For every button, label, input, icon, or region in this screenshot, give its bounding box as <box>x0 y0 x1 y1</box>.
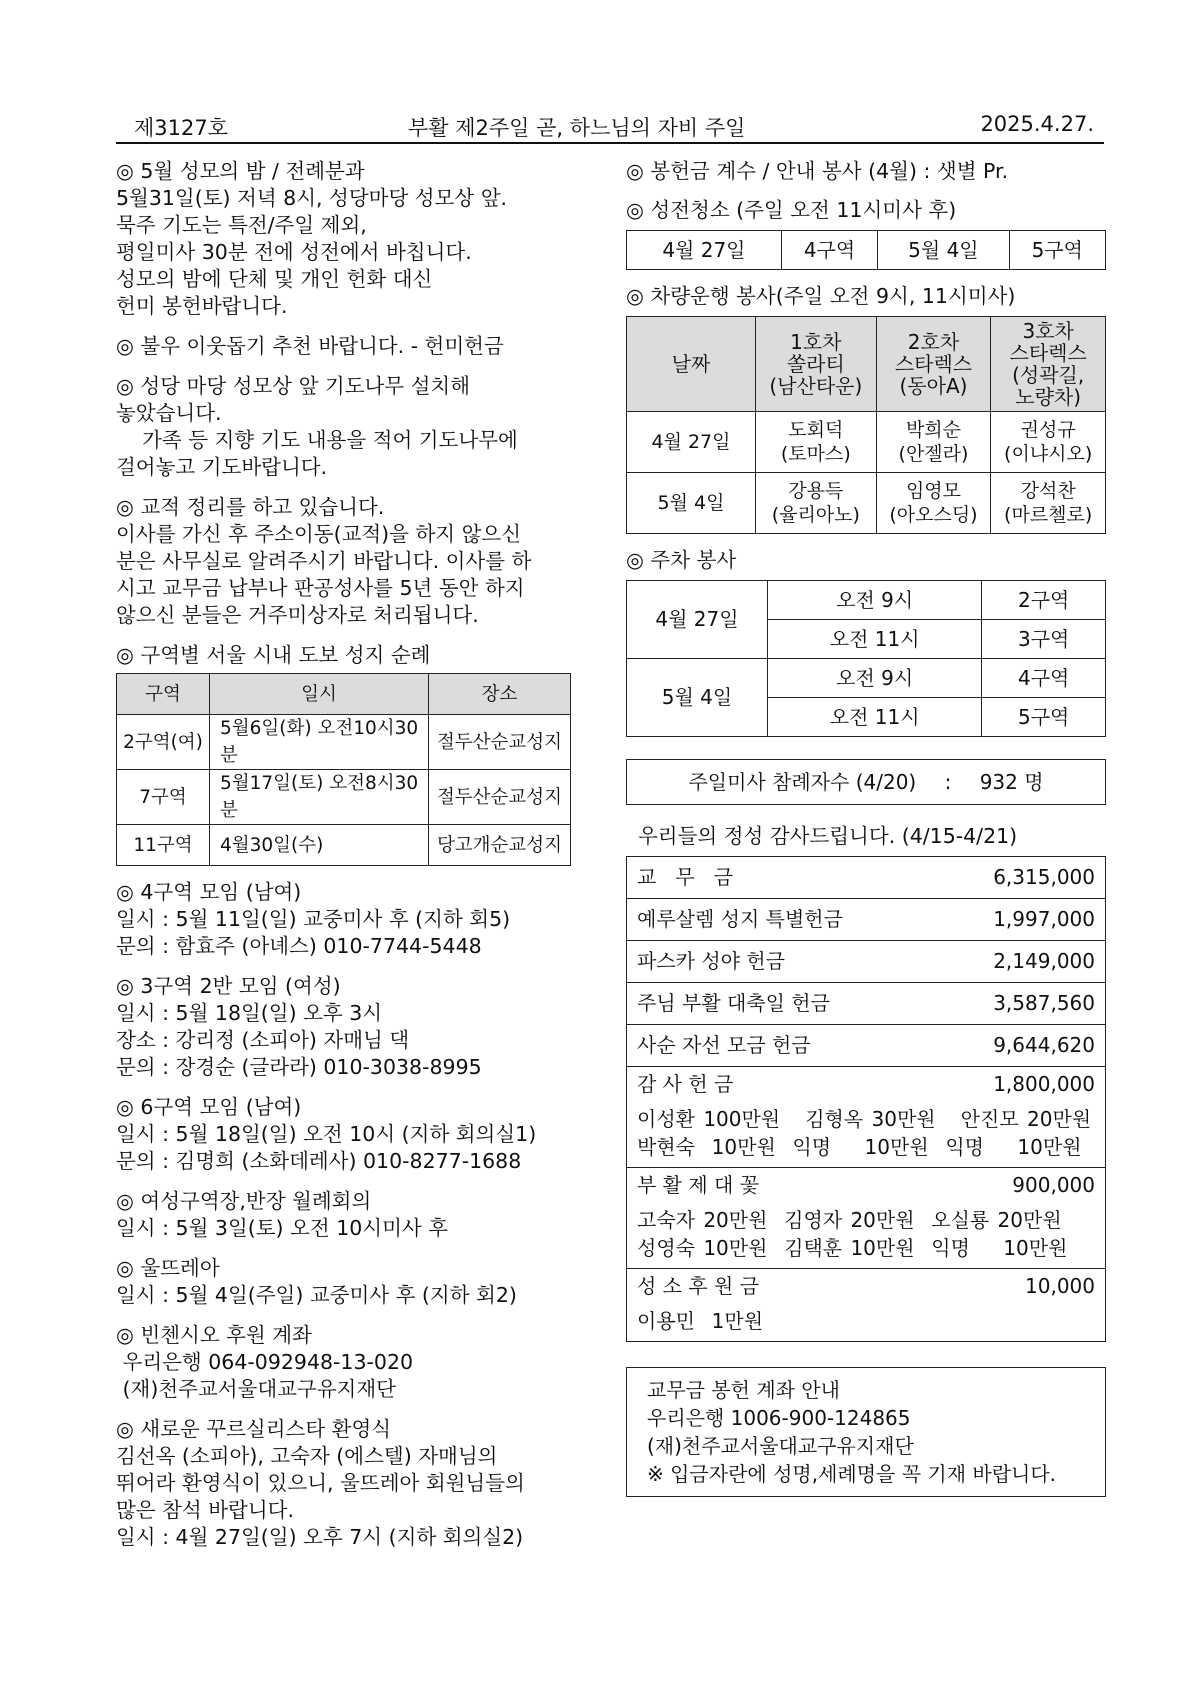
car-table <box>626 316 1106 534</box>
offering-counting <box>626 158 1106 185</box>
donation-row <box>627 899 1105 941</box>
table-row <box>627 412 1106 473</box>
attendance-value: 932 명 <box>979 770 1044 794</box>
donor-names <box>637 1202 1095 1268</box>
text-line: 우리은행 064-092948-13-020 <box>116 1350 414 1374</box>
thanks-title: 우리들의 정성 감사드립니다. (4/15-4/21) <box>638 824 1018 848</box>
donation-row <box>627 983 1105 1025</box>
text-line: 분은 사무실로 알려주시기 바랍니다. 이사를 하 <box>116 549 532 573</box>
table-cell: 절두산순교성지 <box>429 770 571 825</box>
table-cell: 5월 4일 <box>878 231 1009 270</box>
text-line: 일시 : 5월 18일(일) 오전 10시 (지하 회의실1) <box>116 1122 537 1146</box>
text-line: 이사를 가신 후 주소이동(교적)을 하지 않으신 <box>116 522 522 546</box>
account-line: (재)천주교서울대교구유지재단 <box>647 1434 914 1458</box>
table-cell: 5월 4일 <box>627 659 768 737</box>
donation-label: 부 활 제 대 꽃 <box>637 1173 760 1197</box>
attendance-box <box>626 759 1106 805</box>
text-line: 뛰어라 환영식이 있으니, 울뜨레아 회원님들의 <box>116 1471 525 1495</box>
table-cell: 4구역 <box>982 659 1106 698</box>
donation-amount: 3,587,560 <box>993 991 1095 1015</box>
donation-amount: 10,000 <box>1025 1274 1095 1298</box>
text-line: 김선옥 (소피아), 고숙자 (에스텔) 자매님의 <box>116 1444 498 1468</box>
registry-notice <box>116 494 581 629</box>
section-title: ◎ 구역별 서울 시내 도보 성지 순례 <box>116 643 431 667</box>
column-header: 2호차 스타렉스 (동아A) <box>876 317 991 412</box>
table-cell: 5구역 <box>982 698 1106 737</box>
church-cleaning <box>626 197 1106 270</box>
text-line: 성모의 밤에 단체 및 개인 헌화 대신 <box>116 267 433 291</box>
left-column <box>116 158 581 1564</box>
account-line: 우리은행 1006-900-124865 <box>647 1406 911 1430</box>
table-cell: 권성규 (이냐시오) <box>991 412 1106 473</box>
table-cell: 4월 27일 <box>627 581 768 659</box>
charity-notice <box>116 333 581 360</box>
table-cell: 3구역 <box>982 620 1106 659</box>
pilgrimage-notice <box>116 642 581 866</box>
column-header: 1호차 쏠라티 (남산타운) <box>756 317 877 412</box>
table-cell: 5월17일(토) 오전8시30분 <box>210 770 429 825</box>
account-line: ※ 입금자란에 성명,세례명을 꼭 기재 바랍니다. <box>647 1462 1057 1486</box>
text-line: 않으신 분들은 거주미상자로 처리됩니다. <box>116 603 479 627</box>
table-row <box>117 770 571 825</box>
table-row <box>117 715 571 770</box>
account-line: 교무금 봉헌 계좌 안내 <box>647 1378 840 1402</box>
district4-meeting <box>116 879 581 960</box>
table-cell: 4월 27일 <box>627 412 756 473</box>
ultreya-notice <box>116 1255 581 1309</box>
table-row <box>627 659 1106 698</box>
bulletin-header <box>116 112 1104 144</box>
donation-label: 교 무 금 <box>637 865 734 889</box>
donation-label: 예루살렘 성지 특별헌금 <box>637 907 843 931</box>
donor-line: 이성환 100만원 김형옥 30만원 안진모 20만원 <box>637 1107 1092 1131</box>
table-cell: 절두산순교성지 <box>429 715 571 770</box>
may-night-notice <box>116 158 581 320</box>
section-title: ◎ 여성구역장,반장 월례회의 <box>116 1189 372 1213</box>
section-title: ◎ 5월 성모의 밤 / 전례분과 <box>116 159 365 183</box>
vincent-account <box>116 1322 581 1403</box>
column-header: 장소 <box>429 674 571 715</box>
section-title: ◎ 주차 봉사 <box>626 548 737 572</box>
column-header: 구역 <box>117 674 210 715</box>
issue-number: 제3127호 <box>134 116 229 140</box>
section-title: ◎ 봉헌금 계수 / 안내 봉사 (4월) : 샛별 Pr. <box>626 159 1009 183</box>
section-title: ◎ 성전청소 (주일 오전 11시미사 후) <box>626 198 957 222</box>
district6-meeting <box>116 1094 581 1175</box>
table-cell: 2구역 <box>982 581 1106 620</box>
section-title: ◎ 울뜨레아 <box>116 1256 220 1280</box>
donation-label: 주님 부활 대축일 헌금 <box>637 991 830 1015</box>
text-line: 5월31일(토) 저녁 8시, 성당마당 성모상 앞. <box>116 186 508 210</box>
donation-amount: 2,149,000 <box>993 949 1095 973</box>
donation-label: 감 사 헌 금 <box>637 1072 734 1096</box>
text-line: 일시 : 5월 18일(일) 오후 3시 <box>116 1001 383 1025</box>
text-line: 문의 : 함효주 (아녜스) 010-7744-5448 <box>116 934 482 958</box>
text-line: 걸어놓고 기도바랍니다. <box>116 455 328 479</box>
donation-amount: 6,315,000 <box>993 865 1095 889</box>
donation-row <box>627 1269 1105 1341</box>
donor-line: 이용민 1만원 <box>637 1309 764 1333</box>
table-row <box>627 581 1106 620</box>
column-header: 3호차 스타렉스 (성곽길, 노량차) <box>991 317 1106 412</box>
section-title: ◎ 6구역 모임 (남여) <box>116 1095 302 1119</box>
text-line: 평일미사 30분 전에 성전에서 바칩니다. <box>116 240 472 264</box>
table-cell: 오전 11시 <box>768 620 982 659</box>
text-line: (재)천주교서울대교구유지재단 <box>116 1377 396 1401</box>
donation-amount: 900,000 <box>1012 1173 1095 1197</box>
donations-table <box>626 856 1106 1342</box>
table-cell: 5월6일(화) 오전10시30분 <box>210 715 429 770</box>
table-cell: 임영모 (아오스딩) <box>876 473 991 534</box>
column-header: 일시 <box>210 674 429 715</box>
donation-amount: 1,997,000 <box>993 907 1095 931</box>
car-service <box>626 283 1106 534</box>
donation-label: 사순 자선 모금 헌금 <box>637 1033 811 1057</box>
section-title: ◎ 새로운 꾸르실리스타 환영식 <box>116 1417 392 1441</box>
leaders-meeting <box>116 1188 581 1242</box>
text-line: 헌미 봉헌바랍니다. <box>116 294 288 318</box>
text-line: 일시 : 5월 11일(일) 교중미사 후 (지하 회5) <box>116 907 511 931</box>
table-cell: 4구역 <box>781 231 877 270</box>
donation-amount: 9,644,620 <box>993 1033 1095 1057</box>
donation-amount: 1,800,000 <box>993 1072 1095 1096</box>
donor-line: 고숙자 20만원 김영자 20만원 오실룡 20만원 <box>637 1208 1062 1232</box>
table-cell: 2구역(여) <box>117 715 210 770</box>
page-title: 부활 제2주일 곧, 하느님의 자비 주일 <box>408 116 746 140</box>
table-cell: 5월 4일 <box>627 473 756 534</box>
table-cell: 당고개순교성지 <box>429 825 571 866</box>
attendance-label: 주일미사 참례자수 (4/20) <box>688 770 917 794</box>
attendance-separator: : <box>944 770 952 794</box>
donation-row <box>627 1067 1105 1168</box>
text-line: 문의 : 김명희 (소화데레사) 010-8277-1688 <box>116 1149 522 1173</box>
table-row <box>627 473 1106 534</box>
right-column <box>626 158 1106 1497</box>
account-info-box <box>626 1367 1106 1497</box>
donor-line: 성영숙 10만원 김택훈 10만원 익명 10만원 <box>637 1236 1068 1260</box>
text-line: 묵주 기도는 특전/주일 제외, <box>116 213 367 237</box>
donor-names <box>637 1101 1095 1167</box>
table-cell: 5구역 <box>1009 231 1105 270</box>
section-title: ◎ 차량운행 봉사(주일 오전 9시, 11시미사) <box>626 284 1016 308</box>
text-line: 시고 교무금 납부나 판공성사를 5년 동안 하지 <box>116 576 525 600</box>
table-row <box>117 825 571 866</box>
table-cell: 11구역 <box>117 825 210 866</box>
donation-row <box>627 1025 1105 1067</box>
text-line: 많은 참석 바랍니다. <box>116 1498 294 1522</box>
table-cell: 강용득 (율리아노) <box>756 473 877 534</box>
pilgrimage-table <box>116 673 571 866</box>
text-line: 일시 : 4월 27일(일) 오후 7시 (지하 회의실2) <box>116 1525 524 1549</box>
table-cell: 도회덕 (토마스) <box>756 412 877 473</box>
issue-date: 2025.4.27. <box>980 112 1094 136</box>
text-line: 일시 : 5월 4일(주일) 교중미사 후 (지하 회2) <box>116 1283 517 1307</box>
section-title: ◎ 빈첸시오 후원 계좌 <box>116 1323 312 1347</box>
section-title: ◎ 4구역 모임 (남여) <box>116 880 302 904</box>
donation-label: 파스카 성야 헌금 <box>637 949 785 973</box>
donation-label: 성 소 후 원 금 <box>637 1274 760 1298</box>
cleaning-table <box>626 230 1106 270</box>
district3-meeting <box>116 973 581 1081</box>
text-line: 문의 : 장경순 (글라라) 010-3038-8995 <box>116 1055 482 1079</box>
text-line: 가족 등 지향 기도 내용을 적어 기도나무에 <box>116 428 518 452</box>
section-title: ◎ 성당 마당 성모상 앞 기도나무 설치해 <box>116 374 471 398</box>
donation-row <box>627 941 1105 983</box>
section-title: ◎ 불우 이웃돕기 추천 바랍니다. - 헌미헌금 <box>116 334 504 358</box>
donor-line: 박현숙 10만원 익명 10만원 익명 10만원 <box>637 1135 1082 1159</box>
cursillista-welcome <box>116 1416 581 1551</box>
text-line: 장소 : 강리정 (소피아) 자매님 댁 <box>116 1028 410 1052</box>
table-cell: 박희순 (안젤라) <box>876 412 991 473</box>
parking-table <box>626 580 1106 737</box>
section-title: ◎ 교적 정리를 하고 있습니다. <box>116 495 385 519</box>
section-title: ◎ 3구역 2반 모임 (여성) <box>116 974 341 998</box>
text-line: 놓았습니다. <box>116 401 222 425</box>
donation-row <box>627 857 1105 899</box>
parking-service <box>626 547 1106 737</box>
column-header: 날짜 <box>627 317 756 412</box>
table-cell: 강석찬 (마르첼로) <box>991 473 1106 534</box>
table-cell: 4월 27일 <box>627 231 782 270</box>
table-cell: 오전 9시 <box>768 659 982 698</box>
table-cell: 4월30일(수) <box>210 825 429 866</box>
prayer-tree-notice <box>116 373 581 481</box>
donation-row <box>627 1168 1105 1269</box>
table-cell: 7구역 <box>117 770 210 825</box>
donor-names <box>637 1303 1095 1341</box>
table-cell: 오전 9시 <box>768 581 982 620</box>
text-line: 일시 : 5월 3일(토) 오전 10시미사 후 <box>116 1216 449 1240</box>
table-cell: 오전 11시 <box>768 698 982 737</box>
